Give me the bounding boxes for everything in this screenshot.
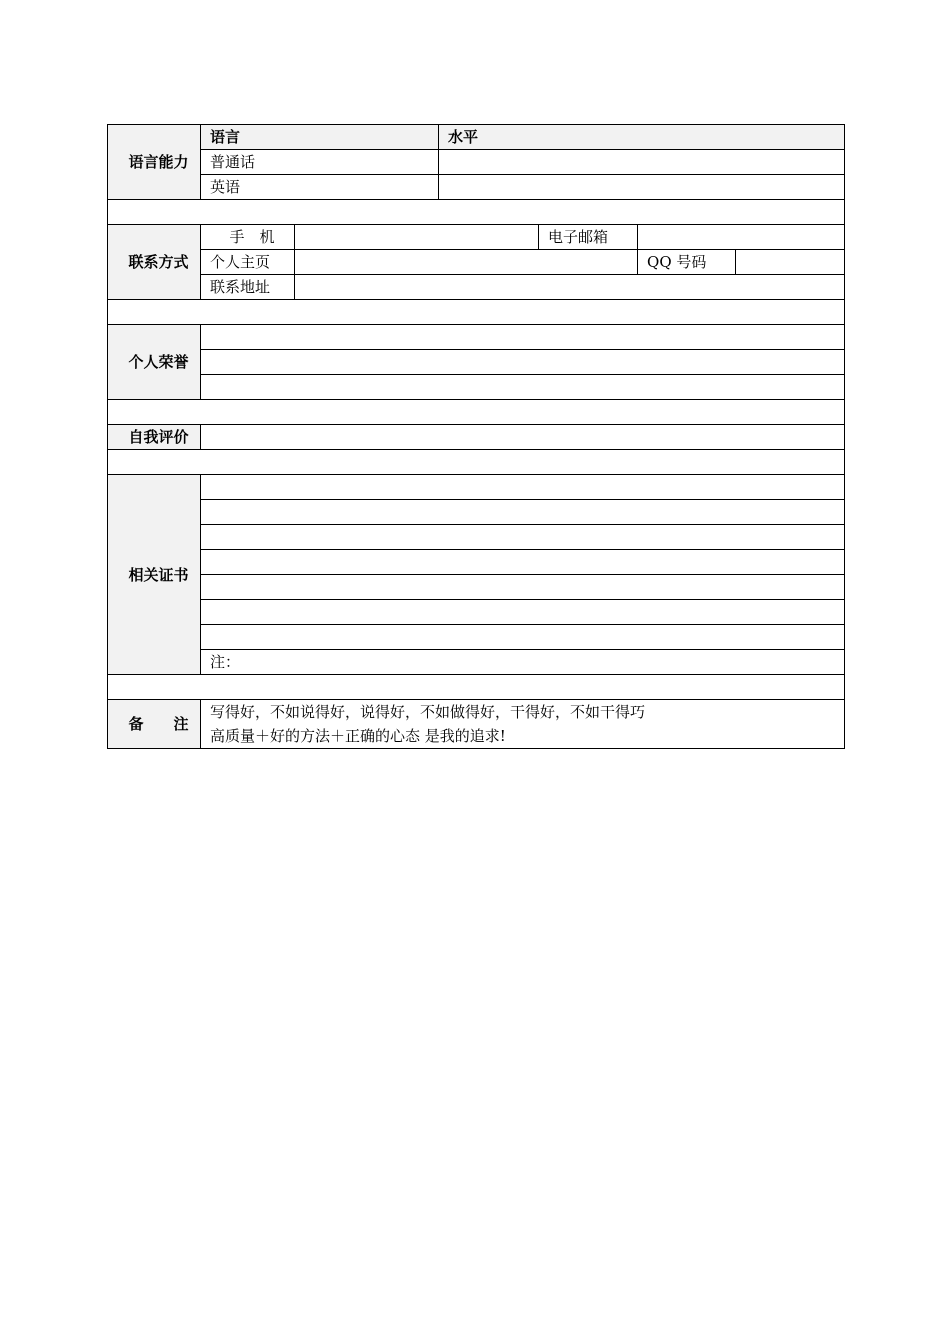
spacer-cell <box>108 675 845 700</box>
homepage-field[interactable] <box>295 250 638 275</box>
certificate-row <box>108 550 845 575</box>
honor-field[interactable] <box>201 325 845 350</box>
certificate-row <box>108 525 845 550</box>
honor-row <box>108 325 845 350</box>
language-level-field[interactable] <box>439 175 845 200</box>
remarks-row <box>108 700 845 749</box>
certificate-field[interactable] <box>201 500 845 525</box>
language-section-label: 语言能力 <box>108 125 201 200</box>
certificate-field[interactable] <box>201 625 845 650</box>
certificate-field[interactable] <box>201 475 845 500</box>
language-column-header: 语言 <box>201 125 439 150</box>
spacer-cell <box>108 450 845 475</box>
certificate-note-row <box>108 650 845 675</box>
qq-cell <box>638 250 845 275</box>
certificate-row <box>108 600 845 625</box>
phone-field[interactable] <box>295 225 539 250</box>
certificate-row <box>108 475 845 500</box>
certificate-row <box>108 625 845 650</box>
language-header-row <box>108 125 845 150</box>
qq-label: QQ 号码 <box>638 250 736 274</box>
spacer-row <box>108 300 845 325</box>
certificate-note[interactable]: 注： <box>201 650 845 675</box>
contact-section-label: 联系方式 <box>108 225 201 300</box>
level-column-header: 水平 <box>439 125 845 150</box>
address-field[interactable] <box>295 275 845 300</box>
contact-row-3 <box>108 275 845 300</box>
remarks-section-label: 备 注 <box>108 700 201 749</box>
self-eval-section-label: 自我评价 <box>108 425 201 450</box>
certificate-row <box>108 575 845 600</box>
spacer-cell <box>108 200 845 225</box>
resume-form <box>107 124 844 749</box>
certificate-field[interactable] <box>201 525 845 550</box>
qq-subtable <box>638 250 844 274</box>
resume-table <box>107 124 845 749</box>
spacer-row <box>108 400 845 425</box>
spacer-cell <box>108 400 845 425</box>
self-eval-field[interactable] <box>201 425 845 450</box>
phone-label: 手 机 <box>201 225 295 250</box>
contact-row-2 <box>108 250 845 275</box>
language-row <box>108 150 845 175</box>
certificate-field[interactable] <box>201 550 845 575</box>
honor-row <box>108 375 845 400</box>
spacer-row <box>108 200 845 225</box>
language-level-field[interactable] <box>439 150 845 175</box>
honors-section-label: 个人荣誉 <box>108 325 201 400</box>
homepage-label: 个人主页 <box>201 250 295 275</box>
honor-field[interactable] <box>201 350 845 375</box>
address-label: 联系地址 <box>201 275 295 300</box>
honor-field[interactable] <box>201 375 845 400</box>
spacer-cell <box>108 300 845 325</box>
remarks-line-2: 高质量＋好的方法＋正确的心态 是我的追求! <box>210 727 506 745</box>
certificates-section-label: 相关证书 <box>108 475 201 675</box>
qq-field[interactable] <box>736 250 845 274</box>
certificate-row <box>108 500 845 525</box>
spacer-row <box>108 675 845 700</box>
spacer-row <box>108 450 845 475</box>
language-name: 普通话 <box>201 150 439 175</box>
language-row <box>108 175 845 200</box>
remarks-line-1: 写得好，不如说得好，说得好，不如做得好，干得好，不如干得巧 <box>210 703 646 721</box>
email-label: 电子邮箱 <box>539 225 638 250</box>
honor-row <box>108 350 845 375</box>
email-field[interactable] <box>638 225 845 250</box>
remarks-field[interactable] <box>201 700 845 749</box>
certificate-field[interactable] <box>201 575 845 600</box>
contact-row-1 <box>108 225 845 250</box>
certificate-field[interactable] <box>201 600 845 625</box>
language-name: 英语 <box>201 175 439 200</box>
self-eval-row <box>108 425 845 450</box>
